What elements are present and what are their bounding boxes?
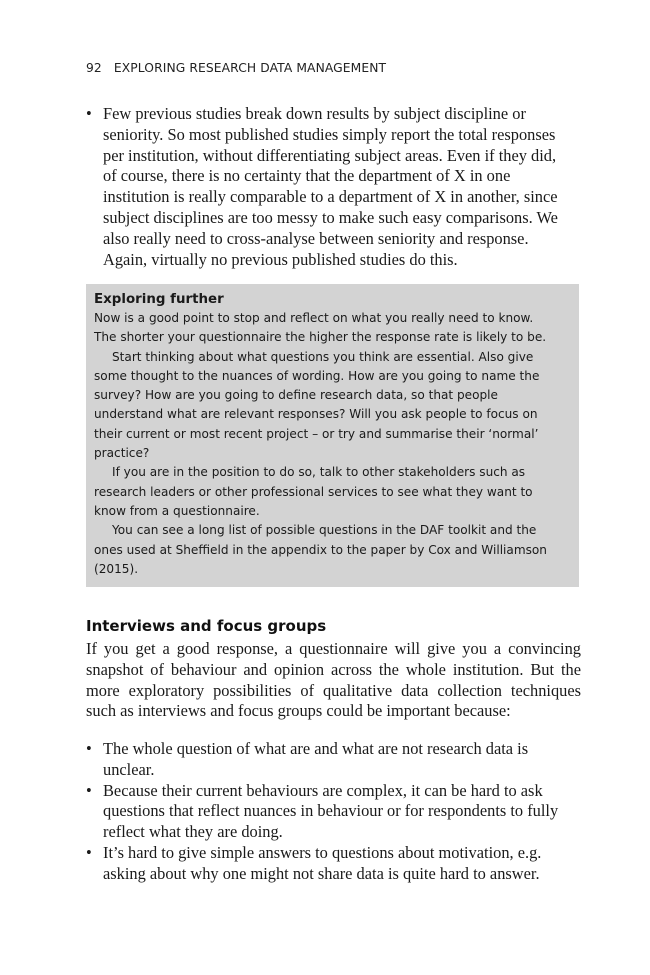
text-line: per institution, without differentiating subject areas. Even if they did, bbox=[103, 145, 557, 165]
text-line: research leaders or other professional services to see what they want to bbox=[94, 484, 533, 499]
text-line: subject disciplines are too messy to make such easy comparisons. We bbox=[103, 207, 558, 227]
text-line: questions that reflect nuances in behaviour or for respondents to fully bbox=[103, 801, 559, 821]
box-paragraph bbox=[94, 521, 571, 579]
text-line: (2015). bbox=[94, 561, 139, 576]
text-line: survey? How are you going to define research data, so that people bbox=[94, 388, 498, 403]
list-item bbox=[86, 104, 581, 270]
section-heading: Interviews and focus groups bbox=[86, 617, 327, 635]
text-line: Again, virtually no previous published studies do this. bbox=[103, 249, 458, 269]
text-line: Because their current behaviours are complex, it can be hard to ask bbox=[103, 780, 543, 800]
text-line: Start thinking about what questions you think are essential. Also give bbox=[112, 349, 534, 364]
list-item bbox=[86, 843, 581, 885]
box-paragraph bbox=[94, 348, 571, 464]
text-line: unclear. bbox=[103, 759, 155, 779]
text-line: also really need to cross-analyse between seniority and response. bbox=[103, 228, 529, 248]
text-line: reflect what they are doing. bbox=[103, 822, 283, 842]
running-head bbox=[86, 61, 386, 75]
text-line: know from a questionnaire. bbox=[94, 503, 260, 518]
box-paragraph bbox=[94, 463, 571, 521]
text-line: institution is really comparable to a department of X in another, since bbox=[103, 187, 558, 207]
box-paragraph bbox=[94, 309, 571, 348]
text-line: The whole question of what are and what are not research data is bbox=[103, 739, 529, 758]
box-heading: Exploring further bbox=[94, 292, 224, 307]
bullet-icon: • bbox=[86, 842, 92, 862]
list-item bbox=[86, 781, 581, 843]
list-item bbox=[86, 739, 581, 781]
reasons-bullet-list bbox=[86, 739, 581, 885]
text-line: Now is a good point to stop and reflect on what you really need to know. bbox=[94, 311, 534, 325]
text-line: ones used at Sheffield in the appendix to the paper by Cox and Williamson bbox=[94, 542, 547, 557]
running-head-title: EXPLORING RESEARCH DATA MANAGEMENT bbox=[113, 61, 387, 75]
exploring-further-box bbox=[86, 284, 579, 587]
text-line: of course, there is no certainty that the department of X in one bbox=[103, 166, 511, 186]
text-line: If you are in the position to do so, talk to other stakeholders such as bbox=[112, 465, 526, 480]
text-line: practice? bbox=[94, 446, 150, 461]
text-line: asking about why one might not share data is quite hard to answer. bbox=[103, 863, 540, 883]
text-line: seniority. So most published studies simply report the total responses bbox=[103, 124, 556, 144]
text-line: understand what are relevant responses? Will you ask people to focus on bbox=[94, 407, 538, 422]
text-line: some thought to the nuances of wording. How are you going to name the bbox=[94, 368, 540, 383]
intro-bullet-list bbox=[86, 104, 581, 270]
text-line: Few previous studies break down results by subject discipline or bbox=[103, 104, 526, 123]
bullet-icon: • bbox=[86, 739, 92, 758]
bullet-icon: • bbox=[86, 104, 92, 123]
text-line: The shorter your questionnaire the higher the response rate is likely to be. bbox=[94, 330, 547, 345]
bullet-icon: • bbox=[86, 780, 92, 800]
text-line: You can see a long list of possible questions in the DAF toolkit and the bbox=[112, 523, 537, 538]
text-line: their current or most recent project – or try and summarise their ‘normal’ bbox=[94, 426, 539, 441]
text-line: It’s hard to give simple answers to questions about motivation, e.g. bbox=[103, 842, 542, 862]
page-number: 92 bbox=[86, 61, 102, 75]
section-paragraph: If you get a good response, a questionnaire will give you a convincing snapshot of behaviour and opinion across the whole institution. But the more exploratory possibilities of qualitative data collection techniques such as interviews and focus groups could be important because: bbox=[86, 639, 581, 721]
